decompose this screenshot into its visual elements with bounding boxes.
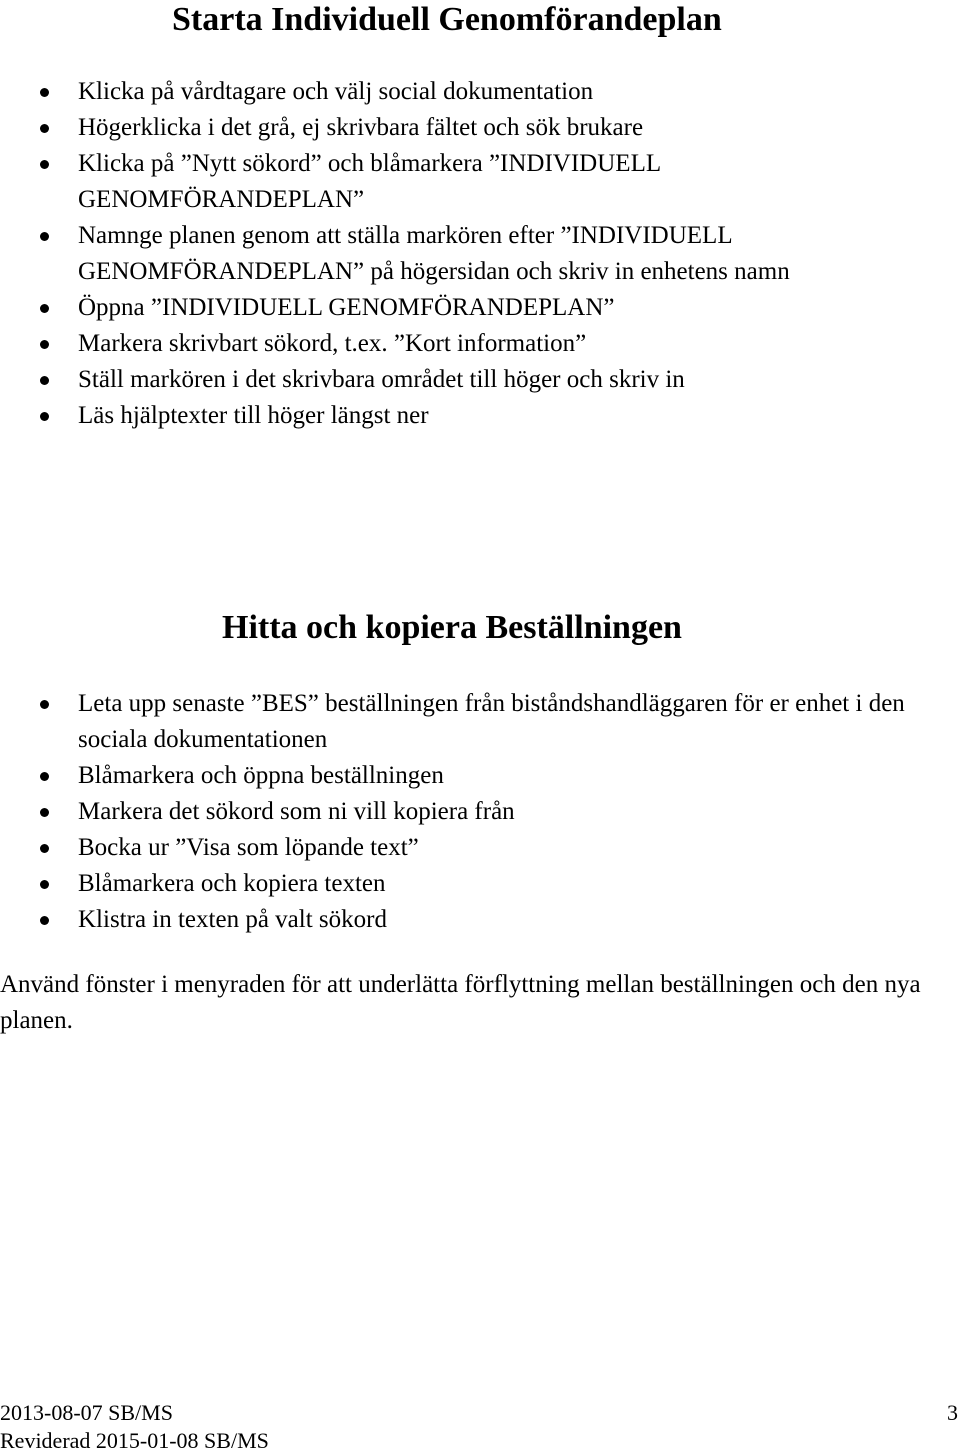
list-item-text: Namnge planen genom att ställa markören efter ”INDIVIDUELL GENOMFÖRANDEPLAN” på högersidan och skriv in enhetens namn — [78, 222, 790, 285]
list-item — [0, 758, 940, 794]
bullet-icon — [40, 340, 49, 349]
instructions-list-copy-order — [0, 686, 940, 938]
bullet-icon — [40, 88, 49, 97]
list-item — [0, 866, 940, 902]
list-item — [0, 794, 940, 830]
list-item — [0, 290, 940, 326]
bullet-icon — [40, 232, 49, 241]
bullet-icon — [40, 916, 49, 925]
bullet-icon — [40, 808, 49, 817]
note-paragraph: Använd fönster i menyraden för att underlätta förflyttning mellan beställningen och den nya planen. — [0, 971, 921, 1034]
list-item — [0, 398, 940, 434]
bullet-icon — [40, 700, 49, 709]
bullet-icon — [40, 304, 49, 313]
list-item — [0, 830, 940, 866]
list-item — [0, 326, 940, 362]
list-item-text: Markera skrivbart sökord, t.ex. ”Kort information” — [78, 330, 587, 357]
list-item — [0, 686, 940, 758]
list-item — [0, 110, 940, 146]
list-item — [0, 146, 940, 218]
list-item-text: Klistra in texten på valt sökord — [78, 906, 387, 933]
bullet-icon — [40, 880, 49, 889]
list-item-text: Öppna ”INDIVIDUELL GENOMFÖRANDEPLAN” — [78, 294, 615, 321]
bullet-icon — [40, 412, 49, 421]
footer-revised-date: Reviderad 2015-01-08 SB/MS — [0, 1428, 269, 1453]
list-item — [0, 902, 940, 938]
bullet-icon — [40, 844, 49, 853]
list-item-text: Bocka ur ”Visa som löpande text” — [78, 834, 419, 861]
list-item-text: Blåmarkera och öppna beställningen — [78, 762, 444, 789]
list-item-text: Högerklicka i det grå, ej skrivbara fältet och sök brukare — [78, 114, 644, 141]
section-title-starta-individuell-genomforandeplan: Starta Individuell Genomförandeplan — [172, 1, 722, 38]
list-item-text: Markera det sökord som ni vill kopiera från — [78, 798, 515, 825]
bullet-icon — [40, 376, 49, 385]
list-item-text: Klicka på vårdtagare och välj social dokumentation — [78, 78, 594, 105]
list-item — [0, 362, 940, 398]
instructions-list-start-plan — [0, 74, 940, 434]
list-item-text: Klicka på ”Nytt sökord” och blåmarkera ”INDIVIDUELL GENOMFÖRANDEPLAN” — [78, 150, 661, 213]
section-title-hitta-och-kopiera-bestallningen: Hitta och kopiera Beställningen — [222, 609, 682, 646]
bullet-icon — [40, 772, 49, 781]
list-item — [0, 218, 940, 290]
list-item — [0, 74, 940, 110]
bullet-icon — [40, 124, 49, 133]
footer-created-date: 2013-08-07 SB/MS — [0, 1400, 173, 1425]
page-number: 3 — [947, 1400, 958, 1425]
bullet-icon — [40, 160, 49, 169]
list-item-text: Ställ markören i det skrivbara området till höger och skriv in — [78, 366, 685, 393]
list-item-text: Blåmarkera och kopiera texten — [78, 870, 386, 897]
list-item-text: Leta upp senaste ”BES” beställningen från biståndshandläggaren för er enhet i den sociala dokumentationen — [78, 690, 905, 753]
list-item-text: Läs hjälptexter till höger längst ner — [78, 402, 429, 429]
